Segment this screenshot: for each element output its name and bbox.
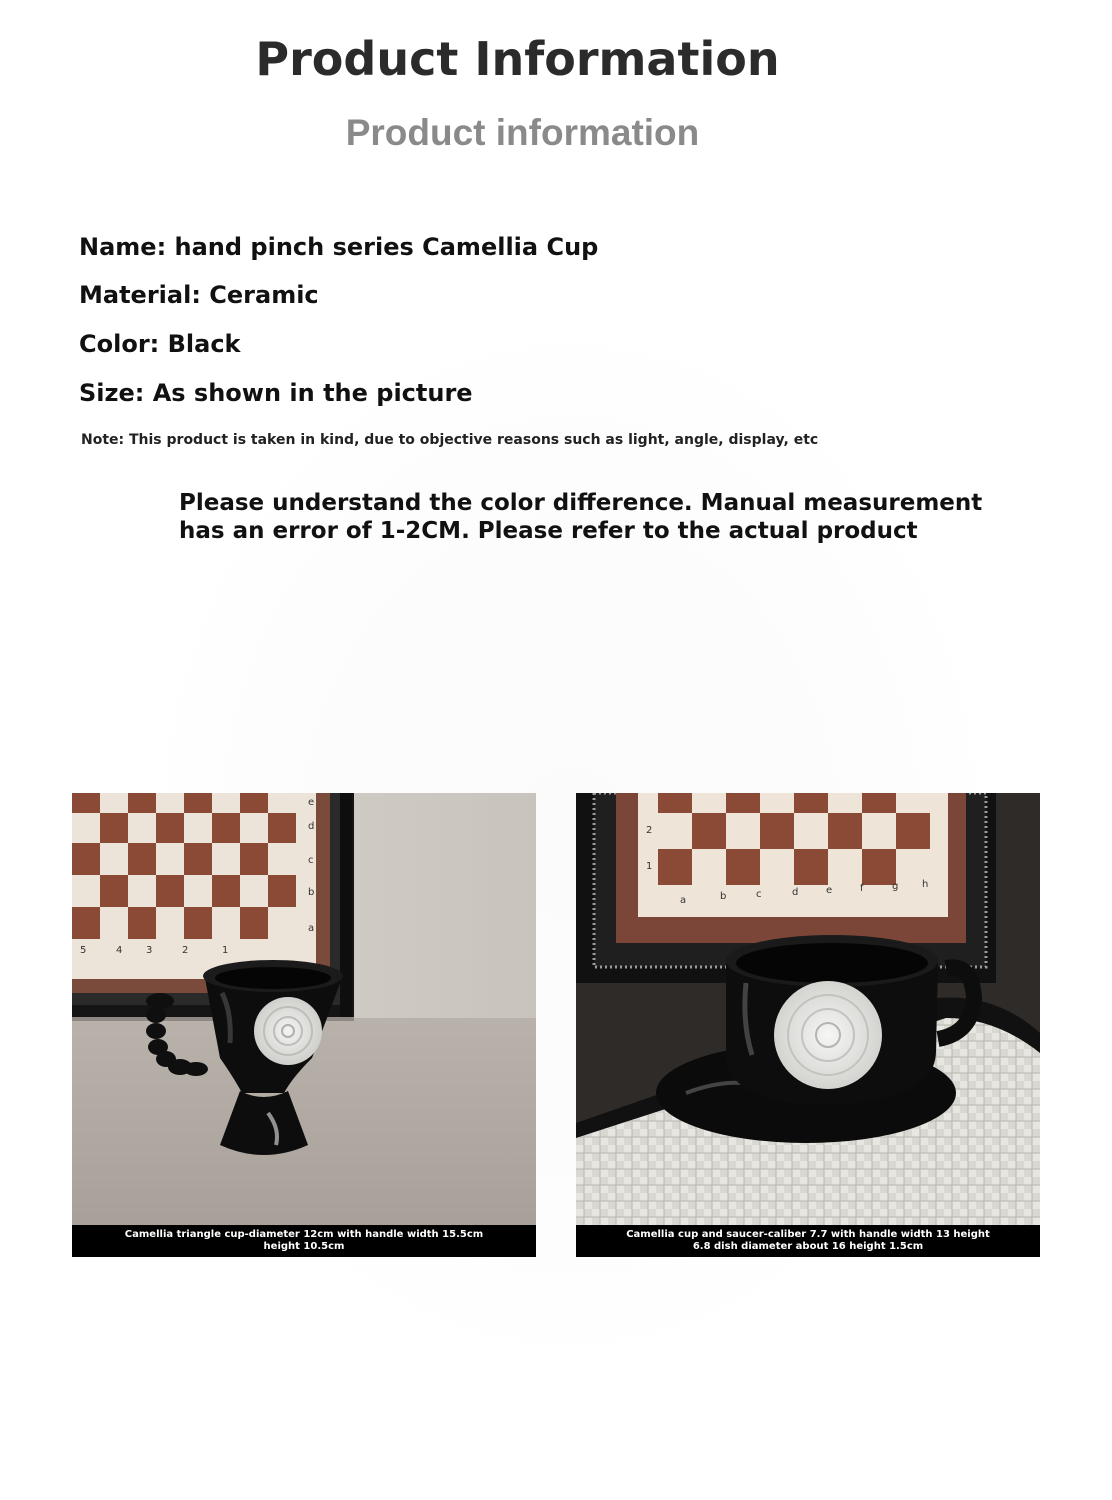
spec-material: Material: Ceramic xyxy=(79,281,319,309)
board-label: c xyxy=(756,889,762,900)
camellia-flower-icon xyxy=(774,981,882,1089)
board-label: c xyxy=(308,855,314,866)
board-label: e xyxy=(826,885,833,896)
triangle-cup-illustration xyxy=(72,793,536,1257)
note-text: Note: This product is taken in kind, due to objective reasons such as light, angle, display, etc xyxy=(81,432,819,448)
spec-color: Color: Black xyxy=(79,330,241,358)
spec-size: Size: As shown in the picture xyxy=(79,379,473,407)
notice-text: Please understand the color difference. Manual measurement has an error of 1-2CM. Please refer to the actual product xyxy=(179,490,983,544)
board-label: 5 xyxy=(80,945,87,956)
board-label: a xyxy=(308,923,315,934)
board-label: g xyxy=(892,881,899,892)
board-label: f xyxy=(860,883,864,894)
board-label: d xyxy=(792,887,799,898)
board-label: a xyxy=(680,895,687,906)
board-label: 2 xyxy=(646,825,653,836)
board-label: 3 xyxy=(146,945,153,956)
cup-saucer-illustration xyxy=(576,793,1040,1257)
board-label: b xyxy=(308,887,315,898)
board-label: e xyxy=(308,797,315,808)
board-label: 1 xyxy=(222,945,229,956)
board-label: 2 xyxy=(182,945,189,956)
board-label: 1 xyxy=(646,861,653,872)
photo-caption: Camellia cup and saucer-caliber 7.7 with handle width 13 height 6.8 dish diameter about 16 height 1.5cm xyxy=(576,1225,1040,1257)
board-label: h xyxy=(922,879,929,890)
board-label: d xyxy=(308,821,315,832)
product-photo-triangle-cup xyxy=(72,793,536,1257)
page-subtitle: Product information xyxy=(345,112,700,153)
page-title: Product Information xyxy=(255,32,780,86)
board-label: 4 xyxy=(116,945,123,956)
photo-caption: Camellia triangle cup-diameter 12cm with handle width 15.5cm height 10.5cm xyxy=(72,1225,536,1257)
camellia-flower-icon xyxy=(254,997,322,1065)
board-label: b xyxy=(720,891,727,902)
product-photo-cup-saucer xyxy=(576,793,1040,1257)
spec-name: Name: hand pinch series Camellia Cup xyxy=(79,233,599,261)
